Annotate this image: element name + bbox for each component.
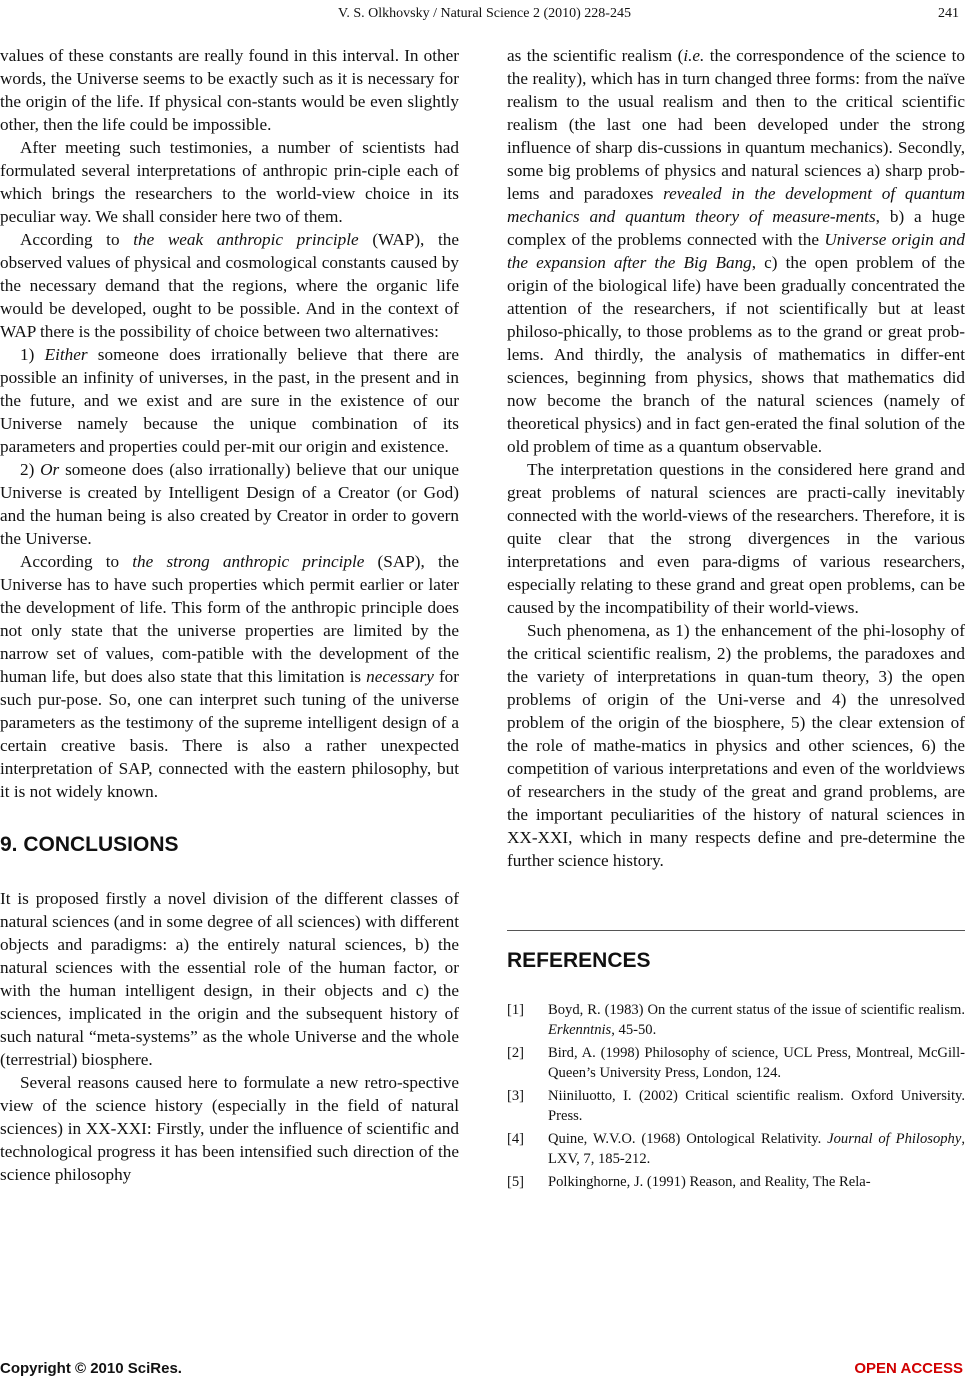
paragraph: Such phenomena, as 1) the enhancement of the phi-losophy of the critical scientific realism, 2) the problems, the paradoxes and the variety of interpretations in quan-tum theory, 3) the open problems of origin of the Uni-verse and 4) the unresolved problem of the origin of the biosphere, 5) the clear extension of the role of mathe-matics in physics and other sciences, 6) the competition of various interpretations and even of the worldviews of researchers in the study of the great and grand problems, are the important peculiarities of the history of natural sciences in XX-XXI, which in many respects define and pre-determine the further science history.: [507, 621, 965, 870]
page-footer: [0, 1354, 969, 1388]
reference-item: [2] Bird, A. (1998) Philosophy of science, UCL Press, Montreal, McGill-Queen’s University Press, London, 124.: [507, 1045, 965, 1081]
paragraph: The interpretation questions in the considered here grand and great problems of natural sciences are practi-cally inevitably connected with the world-views of the researchers. Therefore, it is quite clear that the strong divergences in the various interpretations and even para-digms of various researchers, especially relating to these grand and great open problems, can be caused by the incompatibility of their world-views.: [507, 460, 965, 617]
reference-item: [3] Niiniluotto, I. (2002) Critical scientific realism. Oxford University. Press.: [507, 1088, 965, 1124]
open-access-label: OPEN ACCESS: [854, 1360, 963, 1377]
references-list: [507, 1000, 965, 1192]
paragraph: 2) Or someone does (also irrationally) believe that our unique Universe is created by Intelligent Design of a Creator (or God) and the human being is also created by Creator in order to govern the Universe.: [0, 460, 459, 548]
paragraph: as the scientific realism (i.e. the correspondence of the science to the reality), which has in turn changed three forms: from the naïve realism to the usual realism and then to the critical scientific realism (the last one had been developed under the strong influence of sharp dis-cussions in quantum mechanics). Secondly, some big problems of physics and natural sciences a) sharp prob-lems and paradoxes revealed in the development of quantum mechanics and quantum theory of measure-ments, b) a huge complex of the problems connected with the Universe origin and the expansion after the Big Bang, c) the open problem of the origin of the biological life) have been gradually concentrated the attention of the researchers, if not scientifically but at least philoso-phically, to those problems as to the grand or great prob-lems. And thirdly, the analysis of mathematics in differ-ent sciences, beginning from physics, shows that mathematics did now become the branch of the natural sciences (namely of theoretical physics) and in fact gen-erated the final solution of the old problem of time as a quantum observable.: [507, 46, 966, 456]
page-header: [0, 0, 969, 28]
page-number: 241: [938, 6, 959, 21]
paragraph: After meeting such testimonies, a number of scientists had formulated several interpretations of anthropic prin-ciple each of which brings the researchers to the world-view choice in its peculiar way. We shall consider here two of them.: [0, 138, 459, 226]
running-title: V. S. Olkhovsky / Natural Science 2 (2010) 228-245: [338, 6, 631, 21]
paragraph: Several reasons caused here to formulate a new retro-spective view of the science history (especially in the field of natural sciences) in XX-XXI: Firstly, under the influence of scientific and technological progress it has been intensified such direction of the science philosophy: [0, 1073, 459, 1184]
references-divider: [507, 930, 965, 931]
reference-item: [1] Boyd, R. (1983) On the current status of the issue of scientific realism. Erkenntnis, 45-50.: [507, 1002, 965, 1038]
references-heading: REFERENCES: [507, 949, 651, 972]
section-heading: 9. CONCLUSIONS: [0, 833, 179, 856]
paragraph: values of these constants are really found in this interval. In other words, the Universe seems to be exactly such as it is necessary for the origin of the life. If physical con-stants would be even slightly other, then the life could be impossible.: [0, 46, 459, 134]
right-column: [507, 44, 965, 1195]
left-column: [0, 44, 459, 1186]
paragraph: 1) Either someone does irrationally believe that there are possible an infinity of universes, in the past, in the present and in the future, and we exist and are sure in the existence of our Universe namely because the unique combination of its parameters and properties could per-mit our origin and existence.: [0, 345, 459, 456]
paragraph: According to the weak anthropic principle (WAP), the observed values of physical and cosmological constants caused by the necessary demand that the regions, where the organic life would be developed, ought to be possible. And in the context of WAP there is the possibility of choice between two alternatives:: [0, 230, 459, 341]
reference-item: [5] Polkinghorne, J. (1991) Reason, and Reality, The Rela-: [507, 1174, 871, 1190]
paragraph: According to the strong anthropic principle (SAP), the Universe has to have such properties which permit earlier or later the development of life. This form of the anthropic principle does not only state that the universe properties are limited by the narrow set of values, com-patible with the development of the human life, but does also state that this limitation is necessary for such pur-pose. So, one can interpret such tuning of the universe parameters as the testimony of the supreme intelligent design of a certain creative basis. There is also a rather unexpected interpretation of SAP, connected with the eastern philosophy, but it is not widely known.: [0, 552, 460, 801]
paragraph: It is proposed firstly a novel division of the different classes of natural sciences (and in some degree of all sciences) with different objects and paradigms: a) the entirely natural sciences, b) the natural sciences with the essential role of the human factor, or with the human intelligent design, in their objects and c) the sciences, implicated in the origin and the subsequent history of such natural “meta-systems” as the whole Universe and the whole (terrestrial) biosphere.: [0, 889, 459, 1069]
reference-item: [4] Quine, W.V.O. (1968) Ontological Relativity. Journal of Philosophy, LXV, 7, 185-212.: [507, 1131, 965, 1167]
copyright-notice: Copyright © 2010 SciRes.: [0, 1360, 182, 1377]
